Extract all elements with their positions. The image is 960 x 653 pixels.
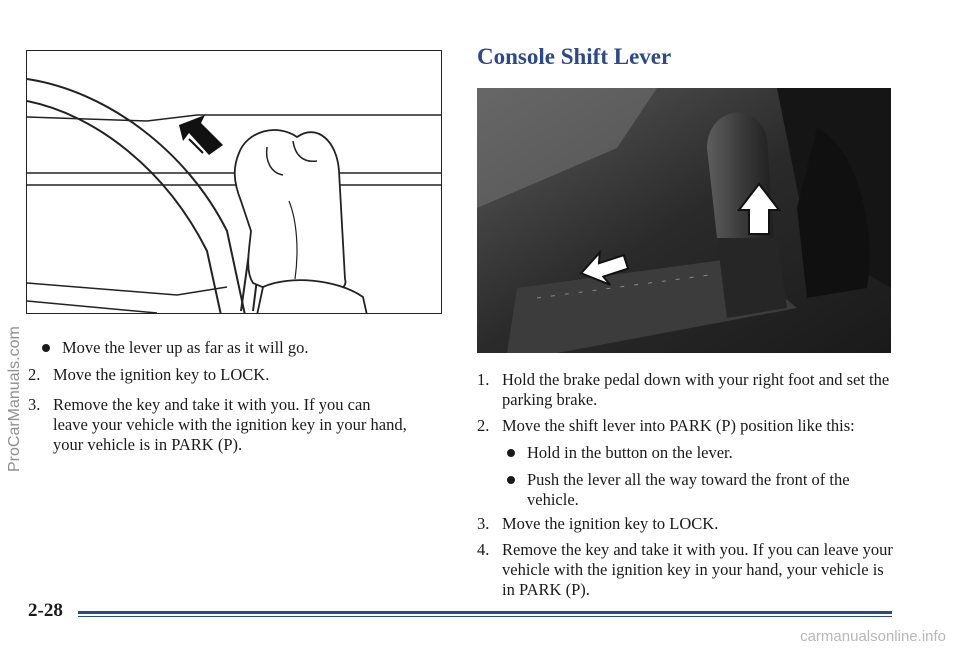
step-number: 2. bbox=[28, 365, 41, 384]
bullet-icon bbox=[507, 476, 515, 484]
step-text: Hold the brake pedal down with your right foot and set the parking brake. bbox=[502, 370, 890, 409]
sub-bullet-item bbox=[507, 443, 887, 463]
bullet-icon bbox=[42, 344, 50, 352]
section-title: Console Shift Lever bbox=[477, 44, 672, 69]
step-2 bbox=[477, 416, 897, 436]
step-text: Move the shift lever into PARK (P) position like this: bbox=[502, 416, 855, 435]
step-number: 1. bbox=[477, 370, 490, 389]
sub-bullet-item bbox=[507, 470, 867, 510]
left-step-3 bbox=[28, 395, 408, 455]
step-text: Move the ignition key to LOCK. bbox=[53, 365, 270, 384]
step-text: Move the ignition key to LOCK. bbox=[502, 514, 719, 533]
step-4 bbox=[477, 540, 897, 600]
page-number: 2-28 bbox=[28, 600, 63, 621]
console-shift-lever-photo bbox=[477, 88, 891, 353]
left-bullet-text: Move the lever up as far as it will go. bbox=[62, 338, 309, 357]
step-text: Remove the key and take it with you. If you can leave your vehicle with the ignition key in your hand, your vehicle is in PARK (P). bbox=[502, 540, 893, 599]
footer-site-watermark: carmanualsonline.info bbox=[800, 628, 946, 645]
left-step-2 bbox=[28, 365, 408, 385]
step-3 bbox=[477, 514, 897, 534]
sub-bullet-text: Push the lever all the way toward the front of the vehicle. bbox=[527, 470, 850, 509]
step-1 bbox=[477, 370, 897, 410]
watermark: ProCarManuals.com bbox=[6, 326, 23, 472]
sub-bullet-text: Hold in the button on the lever. bbox=[527, 443, 733, 462]
footer-rule-thin bbox=[78, 616, 892, 617]
step-text: Remove the key and take it with you. If you can leave your vehicle with the ignition key in your hand, your vehicle is in PARK (P). bbox=[53, 395, 407, 454]
step-number: 4. bbox=[477, 540, 490, 559]
step-number: 3. bbox=[28, 395, 41, 414]
left-bullet-item bbox=[42, 338, 309, 358]
bullet-icon bbox=[507, 449, 515, 457]
footer-rule bbox=[78, 611, 892, 614]
steering-column-illustration bbox=[26, 50, 442, 314]
step-number: 2. bbox=[477, 416, 490, 435]
step-number: 3. bbox=[477, 514, 490, 533]
